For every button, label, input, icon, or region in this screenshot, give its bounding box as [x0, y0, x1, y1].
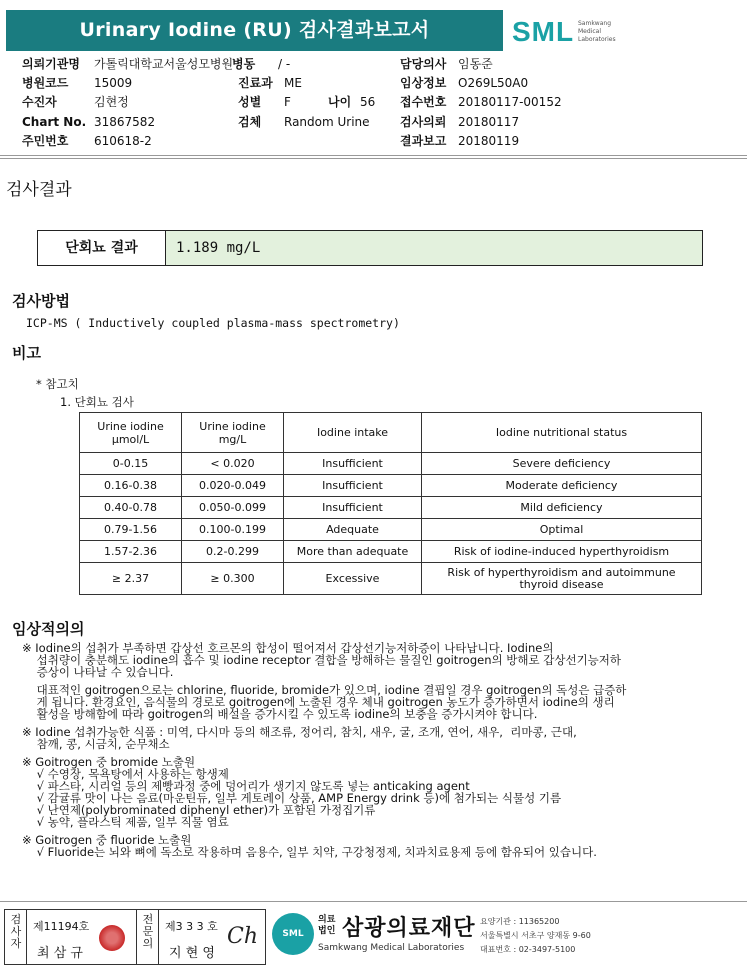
- reference-table: [79, 412, 702, 595]
- age-value: 56: [360, 95, 376, 109]
- remarks-title: 비고: [12, 344, 41, 362]
- request-value: 20180117: [458, 115, 520, 129]
- reviewer-name: 지 현 영: [169, 946, 215, 961]
- examinee-value: 김현정: [94, 95, 129, 109]
- report-title: Urinary Iodine (RU) 검사결과보고서: [6, 10, 503, 51]
- table-header: Urine iodine μmol/L: [80, 413, 182, 453]
- table-header: Iodine nutritional status: [422, 413, 702, 453]
- result-value: 1.189 mg/L: [166, 231, 702, 265]
- divider: [0, 158, 747, 159]
- reception-value: 20180117-00152: [458, 95, 562, 109]
- divider: [0, 901, 747, 902]
- table-cell: Insufficient: [284, 475, 422, 497]
- result-label: 단회뇨 결과: [38, 231, 166, 265]
- table-cell: ≥ 0.300: [182, 563, 284, 595]
- table-row: [80, 475, 702, 497]
- table-row: [80, 519, 702, 541]
- note-paragraph: ※ Goitrogen 중 fluoride 노출원 √ Fluoride는 뇌와 뼈에 독소로 작용하며 음용수, 일부 치약, 구강청정제, 치과치료용제 등에 함유되어 있습니다.: [22, 833, 597, 859]
- ref-subtitle: 1. 단회뇨 검사: [60, 395, 134, 409]
- clinical-value: O269L50A0: [458, 76, 529, 90]
- table-cell: 1.57-2.36: [80, 541, 182, 563]
- table-row: [80, 563, 702, 595]
- note-paragraph: 대표적인 goitrogen으로는 chlorine, fluoride, bromide가 있으며, iodine 결핍일 경우 goitrogen의 독성은 급증하 게 됩니다. 환경요인, 음식물의 경로로 goitrogen에 노출된 경우 체내 goitrogen 농도가 증가하면서 iodine의 생리 활성을 방해함에 따라 goitrogen의 배설을 증가시킬 수 있도록 iodine의 보충을 증가시켜야 합니다.: [36, 683, 627, 721]
- doctor-value: 임동준: [458, 57, 493, 71]
- ward-value: / -: [278, 57, 291, 71]
- corporate-block: [270, 909, 740, 965]
- specimen-value: Random Urine: [284, 115, 370, 129]
- table-cell: Insufficient: [284, 453, 422, 475]
- table-cell: More than adequate: [284, 541, 422, 563]
- inspector-no: 제11194호: [33, 920, 90, 933]
- corp-badge-icon: SML: [272, 913, 314, 955]
- report-value: 20180119: [458, 134, 520, 148]
- table-cell: 0-0.15: [80, 453, 182, 475]
- table-cell: Excessive: [284, 563, 422, 595]
- result-box: [37, 230, 703, 266]
- table-cell: Optimal: [422, 519, 702, 541]
- id-value: 610618-2: [94, 134, 152, 148]
- hospital-value: 가톨릭대학교서울성모병원: [94, 57, 234, 71]
- code-value: 15009: [94, 76, 133, 90]
- table-cell: Mild deficiency: [422, 497, 702, 519]
- table-cell: 0.16-0.38: [80, 475, 182, 497]
- table-cell: 0.020-0.049: [182, 475, 284, 497]
- table-cell: Risk of iodine-induced hyperthyroidism: [422, 541, 702, 563]
- table-header-row: [80, 413, 702, 453]
- dept-value: ME: [284, 76, 302, 90]
- table-row: [80, 497, 702, 519]
- ref-title: * 참고치: [36, 377, 79, 391]
- table-row: [80, 541, 702, 563]
- reviewer-label: 전문의: [142, 913, 154, 950]
- divider: [0, 155, 747, 156]
- inspector-label: 검사자: [10, 913, 22, 950]
- table-cell: 0.40-0.78: [80, 497, 182, 519]
- corp-name: 삼광의료재단: [342, 916, 476, 941]
- table-cell: Moderate deficiency: [422, 475, 702, 497]
- corp-contact: 요양기관 : 11365200 서울특별시 서초구 양재동 9-60 대표번호 : 02-3497-5100: [480, 917, 591, 954]
- results-section-title: 검사결과: [6, 180, 72, 200]
- table-cell: 0.2-0.299: [182, 541, 284, 563]
- table-cell: Severe deficiency: [422, 453, 702, 475]
- corp-english-name: Samkwang Medical Laboratories: [318, 943, 465, 953]
- clinical-title: 임상적의의: [12, 620, 85, 638]
- table-cell: Insufficient: [284, 497, 422, 519]
- note-paragraph: ※ Iodine의 섭취가 부족하면 갑상선 호르몬의 합성이 떨어져서 갑상선기능저하증이 나타납니다. Iodine의 섭취량이 충분해도 iodine의 흡수 및 iodine receptor 결합을 방해하는 물질인 goitrogen의 방해로 갑상선기능저하 증상이 나타날 수 있습니다.: [22, 641, 621, 679]
- sex-value: F: [284, 95, 291, 109]
- logo-subtext: Samkwang Medical Laboratories: [578, 20, 616, 43]
- reviewer-no: 제3 3 3 호: [165, 920, 218, 933]
- table-cell: Risk of hyperthyroidism and autoimmune thyroid disease: [422, 563, 702, 595]
- note-paragraph: ※ Goitrogen 중 bromide 노출원 √ 수영장, 목욕탕에서 사용하는 항생제 √ 파스타, 시리얼 등의 제빵과정 중에 덩어리가 생기지 않도록 넣는 anticaking agent √ 감귤류 맛이 나는 음료(마운틴듀, 일부 게토레이 상품, AMP Energy drink 등)에 첨가되는 식물성 기름 √ 난연제(polybrominated diphenyl ether)가 포함된 가정집기류 √ 농약, 플라스틱 제품, 일부 직물 염료: [22, 755, 562, 829]
- table-cell: ≥ 2.37: [80, 563, 182, 595]
- inspector-name: 최 삼 규: [37, 946, 83, 961]
- method-title: 검사방법: [12, 292, 70, 310]
- table-cell: 0.100-0.199: [182, 519, 284, 541]
- signature-icon: Ch: [227, 924, 259, 949]
- table-cell: Adequate: [284, 519, 422, 541]
- table-cell: < 0.020: [182, 453, 284, 475]
- signature-box: [4, 909, 266, 965]
- method-text: ICP-MS ( Inductively coupled plasma-mass spectrometry): [26, 316, 400, 330]
- chart-value: 31867582: [94, 115, 156, 129]
- table-cell: 0.79-1.56: [80, 519, 182, 541]
- sml-logo: [512, 16, 642, 50]
- table-header: Iodine intake: [284, 413, 422, 453]
- corp-legal: 의료 법인: [318, 915, 336, 936]
- logo-text: SML: [512, 16, 575, 47]
- table-cell: 0.050-0.099: [182, 497, 284, 519]
- clinical-notes: [22, 642, 722, 858]
- note-paragraph: ※ Iodine 섭취가능한 식품 : 미역, 다시마 등의 해조류, 정어리, 참치, 새우, 굴, 조개, 연어, 새우, 리마콩, 근대, 참깨, 콩, 시금치, 순무채소: [22, 725, 577, 751]
- table-row: [80, 453, 702, 475]
- table-header: Urine iodine mg/L: [182, 413, 284, 453]
